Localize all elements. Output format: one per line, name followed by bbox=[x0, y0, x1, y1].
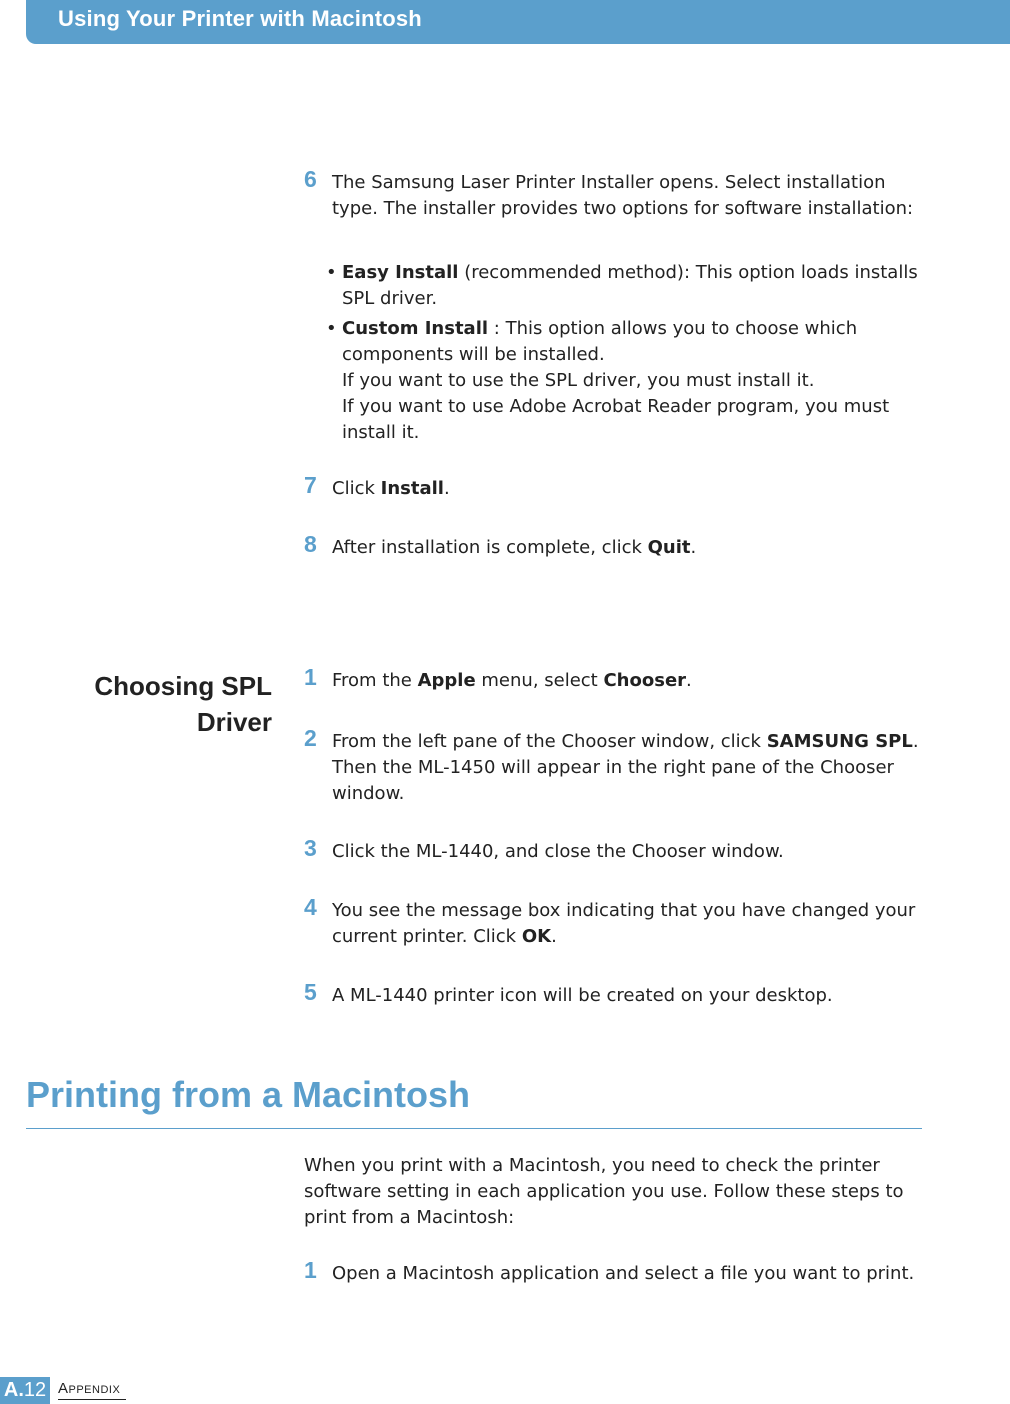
step-number: 7 bbox=[304, 472, 317, 498]
bullet-easy-install bbox=[326, 260, 936, 312]
page-number: 12 bbox=[23, 1379, 47, 1401]
step-text: After installation is complete, click bbox=[332, 537, 648, 558]
printing-step-1 bbox=[304, 1257, 934, 1287]
section-divider bbox=[26, 1128, 922, 1129]
step-keyword: Chooser bbox=[603, 670, 687, 691]
step-text: You see the message box indicating that you have changed your current printer. Click bbox=[332, 900, 916, 947]
step-keyword: Apple bbox=[417, 670, 476, 691]
step-text: The Samsung Laser Printer Installer opens. Select installation type. The installer provides two options for software installation: bbox=[332, 172, 914, 219]
step-keyword: OK bbox=[521, 926, 552, 947]
choosing-step-4 bbox=[304, 894, 934, 950]
bullet-description: : This option allows you to choose which components will be installed. bbox=[342, 318, 858, 365]
page-prefix: A. bbox=[3, 1379, 24, 1401]
step-text: Click the ML-1440, and close the Chooser window. bbox=[332, 841, 784, 862]
bullet-dot: • bbox=[326, 262, 337, 283]
step-keyword: SAMSUNG SPL bbox=[766, 731, 913, 752]
step-text-end: . bbox=[686, 670, 692, 691]
step-text: From the bbox=[332, 670, 418, 691]
heading-line: Driver bbox=[196, 707, 272, 737]
footer-section-label: Appendix bbox=[58, 1380, 121, 1397]
step-text: A ML-1440 printer icon will be created on your desktop. bbox=[332, 985, 833, 1006]
install-step-6 bbox=[304, 166, 934, 222]
step-text: From the left pane of the Chooser window, click bbox=[332, 731, 767, 752]
step-number: 8 bbox=[304, 531, 317, 557]
step-number: 4 bbox=[304, 894, 317, 920]
install-step-7 bbox=[304, 472, 934, 502]
choosing-step-3 bbox=[304, 835, 934, 865]
step-keyword: Install bbox=[380, 478, 444, 499]
step-number: 1 bbox=[304, 1257, 317, 1283]
step-text: Open a Macintosh application and select a file you want to print. bbox=[332, 1263, 915, 1284]
printing-intro-paragraph: When you print with a Macintosh, you need to check the printer software setting in each application you use. Follow these steps to print from a Macintosh: bbox=[304, 1155, 904, 1228]
step-text: Click bbox=[332, 478, 381, 499]
step-text-end: . Then the ML-1450 will appear in the right pane of the Chooser window. bbox=[332, 731, 919, 804]
printing-section-heading: Printing from a Macintosh bbox=[26, 1074, 471, 1115]
choosing-step-5 bbox=[304, 979, 934, 1009]
bullet-note: If you want to use the SPL driver, you must install it. bbox=[342, 370, 815, 391]
step-number: 6 bbox=[304, 166, 317, 192]
choosing-step-1 bbox=[304, 664, 934, 694]
bullet-dot: • bbox=[326, 318, 337, 339]
page-header-title: Using Your Printer with Macintosh bbox=[58, 6, 422, 31]
choosing-spl-driver-heading bbox=[72, 668, 272, 740]
step-number: 2 bbox=[304, 725, 317, 751]
step-number: 3 bbox=[304, 835, 317, 861]
bullet-term: Easy Install bbox=[342, 262, 459, 283]
heading-line: Choosing SPL bbox=[94, 671, 272, 701]
bullet-custom-install bbox=[326, 316, 936, 446]
step-number: 5 bbox=[304, 979, 317, 1005]
step-text-end: . bbox=[443, 478, 450, 499]
install-step-8 bbox=[304, 531, 934, 561]
step-text-mid: menu, select bbox=[475, 670, 604, 691]
page-number-badge bbox=[0, 1377, 50, 1404]
bullet-note: If you want to use Adobe Acrobat Reader program, you must install it. bbox=[342, 396, 890, 443]
footer-underline bbox=[58, 1399, 126, 1400]
bullet-term: Custom Install bbox=[342, 318, 489, 339]
step-text-end: . bbox=[551, 926, 557, 947]
choosing-step-2 bbox=[304, 725, 934, 807]
step-number: 1 bbox=[304, 664, 317, 690]
step-keyword: Quit bbox=[647, 537, 691, 558]
bullet-description: (recommended method): This option loads installs SPL driver. bbox=[342, 262, 918, 309]
step-text-end: . bbox=[690, 537, 697, 558]
